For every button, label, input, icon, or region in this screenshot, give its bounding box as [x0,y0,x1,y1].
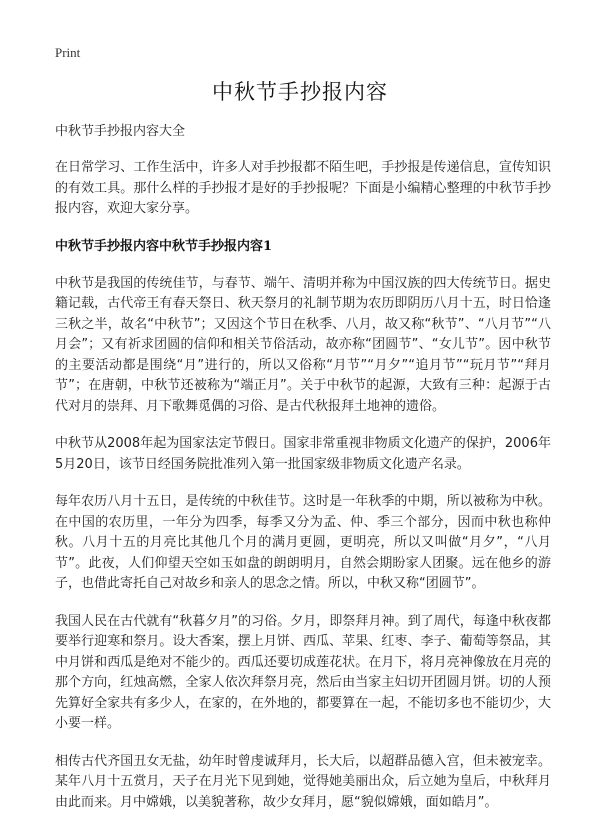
page-title: 中秋节手抄报内容 [212,80,388,104]
body-paragraph-4: 我国人民在古代就有“秋暮夕月”的习俗。夕月，即祭拜月神。到了周代，每逢中秋夜都要举行迎寒和祭月。设大香案，摆上月饼、西瓜、苹果、红枣、李子、葡萄等祭品，其中月饼和西瓜是绝对不能少的。西瓜还要切成莲花状。在月下，将月亮神像放在月亮的那个方向，红烛高燃，全家人依次拜祭月亮，然后由当家主妇切开团圆月饼。切的人预先算好全家共有多少人，在家的，在外地的，都要算在一起，不能切多也不能切少，大小要一样。 [55,613,551,731]
body-paragraph-2: 中秋节从2008年起为国家法定节假日。国家非常重视非物质文化遗产的保护，2006年5月20日，该节日经国务院批准列入第一批国家级非物质文化遗产名录。 [55,436,551,472]
body-paragraph-1: 中秋节是我国的传统佳节，与春节、端午、清明并称为中国汉族的四大传统节日。据史籍记载，古代帝王有春天祭日、秋天祭月的礼制节期为农历即阴历八月十五，时日恰逢三秋之半，故名“中秋节”；又因这个节日在秋季、八月，故又称“秋节”、“八月节”“八月会”；又有祈求团圆的信仰和相关节俗活动，故亦称“团圆节”、“女儿节”。因中秋节的主要活动都是围绕“月”进行的，所以又俗称“月节”“月夕”“追月节”“玩月节”“拜月节”；在唐朝，中秋节还被称为“端正月”。关于中秋节的起源，大致有三种：起源于古代对月的崇拜、月下歌舞觅偶的习俗、是古代秋报拜土地神的遗俗。 [55,275,551,414]
article-subtitle: 中秋节手抄报内容大全 [55,124,186,139]
print-link[interactable]: Print [55,45,81,60]
intro-paragraph: 在日常学习、工作生活中，许多人对手抄报都不陌生吧，手抄报是传递信息，宣传知识的有效工具。那什么样的手抄报才是好的手抄报呢？下面是小编精心整理的中秋节手抄报内容，欢迎大家分享。 [55,160,551,216]
section-heading: 中秋节手抄报内容中秋节手抄报内容1 [55,238,273,254]
body-paragraph-5: 相传古代齐国丑女无盐，幼年时曾虔诚拜月，长大后，以超群品德入宫，但未被宠幸。某年八月十五赏月，天子在月光下见到她，觉得她美丽出众，后立她为皇后，中秋拜月由此而来。月中嫦娥，以美貌著称，故少女拜月，愿“貌似嫦娥，面如皓月”。 [55,753,551,810]
article-body [55,122,551,830]
body-paragraph-3: 每年农历八月十五日，是传统的中秋佳节。这时是一年秋季的中期，所以被称为中秋。在中国的农历里，一年分为四季，每季又分为孟、仲、季三个部分，因而中秋也称仲秋。八月十五的月亮比其他几个月的满月更圆，更明亮，所以又叫做“月夕”，“八月节”。此夜，人们仰望天空如玉如盘的朗朗明月，自然会期盼家人团聚。远在他乡的游子，也借此寄托自己对故乡和亲人的思念之情。所以，中秋又称“团圆节”。 [55,494,551,591]
